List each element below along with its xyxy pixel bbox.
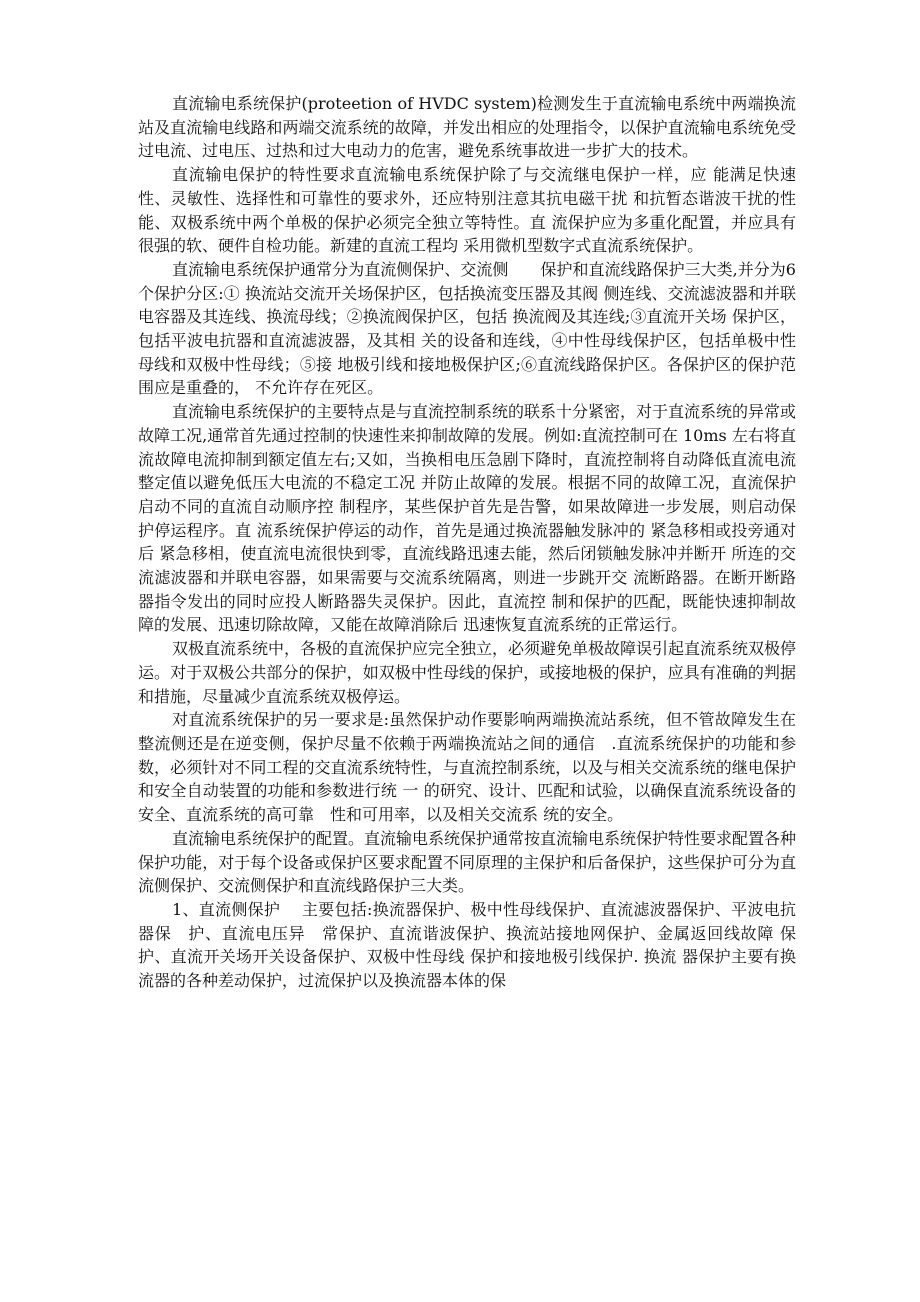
- paragraph-main-features: 直流输电系统保护的主要特点是与直流控制系统的联系十分紧密，对于直流系统的异常或故障工况,通常首先通过控制的快速性来抑制故障的发展。例如:直流控制可在 10ms 左右将直流故障电流抑制到额定值左右;又如，当换相电压急剧下降时，直流控制将自动降低直流电流整定值以避免低压大电流的不稳定工况 并防止故障的发展。根据不同的故障工况，直流保护启动不同的直流自动顺序控 制程序，某些保护首先是告警，如果故障进一步发展，则启动保护停运程序。直 流系统保护停运的动作，首先是通过换流器触发脉冲的 紧急移相或投旁通对后 紧急移相，使直流电流很快到零，直流线路迅速去能，然后闭锁触发脉冲并断开 所连的交流滤波器和并联电容器，如果需要与交流系统隔离，则进一步跳开交 流断路器。在断开断路器指令发出的同时应投人断路器失灵保护。因此，直流控 制和保护的匹配，既能快速抑制故障的发展、迅速切除故障，又能在故障消除后 迅速恢复直流系统的正常运行。: [138, 402, 797, 635]
- paragraph-other-requirements: 对直流系统保护的另一要求是:虽然保护动作要影响两端换流站系统，但不管故障发生在整流侧还是在逆变侧，保护尽量不依赖于两端换流站之间的通信 .直流系统保护的功能和参数，必须针对不同工程的交直流系统特性，与直流控制系统，以及与相关交流系统的继电保护和安全自动装置的功能和参数进行统 一 的研究、设计、匹配和试验，以确保直流系统设备的 安全、直流系统的高可靠 性和可用率，以及相关交流系 统的安全。: [138, 710, 813, 825]
- paragraph-intro: 直流输电系统保护(proteetion of HVDC system)检测发生于直流输电系统中两端换流站及直流输电线路和两端交流系统的故障，并发出相应的处理指令，以保护直流输电系统免受过电流、过电压、过热和过大电动力的危害，避免系统事故进一步扩大的技术。: [138, 94, 796, 161]
- paragraph-characteristics: 直流输电保护的特性要求直流输电系统保护除了与交流继电保护一样，应 能满足快速性、灵敏性、选择性和可靠性的要求外，还应特别注意其抗电磁干扰 和抗暂态谐波干扰的性能、双极系统中两个单极的保护必须完全独立等特性。直 流保护应为多重化配置，并应具有很强的软、硬件自检功能。新建的直流工程均 采用微机型数字式直流系统保护。: [138, 165, 796, 256]
- paragraph-dc-side-protection: 1、直流侧保护 主要包括:换流器保护、极中性母线保护、直流滤波器保护、平波电抗器保 护、直流电压异 常保护、直流谐波保护、换流站接地网保护、金属返回线故障 保护、直流开关场开关设备保护、双极中性母线 保护和接地极引线保护. 换流 器保护主要有换流器的各种差动保护，过流保护以及换流器本体的保: [138, 899, 796, 991]
- paragraph-protection-zones: 直流输电系统保护通常分为直流侧保护、交流侧 保护和直流线路保护三大类,并分为6 个保护分区:① 换流站交流开关场保护区，包括换流变压器及其阀 侧连线、交流滤波器和并联电容器及其连线、换流母线；②换流阀保护区，包括 换流阀及其连线;③直流开关场 保护区，包括平波电抗器和直流滤波器，及其相 关的设备和连线，④中性母线保护区，包括单极中性母线和双极中性母线；⑤接 地极引线和接地极保护区;⑥直流线路保护区。各保护区的保护范围应是重叠的， 不允许存在死区。: [138, 259, 796, 398]
- paragraph-bipolar-system: 双极直流系统中，各极的直流保护应完全独立，必须避免单极故障误引起直流系统双极停运。对于双极公共部分的保护，如双极中性母线的保护，或接地极的保护，应具有准确的判据和措施，尽量减少直流系统双极停运。: [138, 639, 797, 706]
- document-page: [138, 92, 813, 993]
- paragraph-configuration: 直流输电系统保护的配置。直流输电系统保护通常按直流输电系统保护特性要求配置各种保护功能，对于每个设备或保护区要求配置不同原理的主保护和后备保护，这些保护可分为直流侧保护、交流侧保护和直流线路保护三大类。: [138, 828, 797, 896]
